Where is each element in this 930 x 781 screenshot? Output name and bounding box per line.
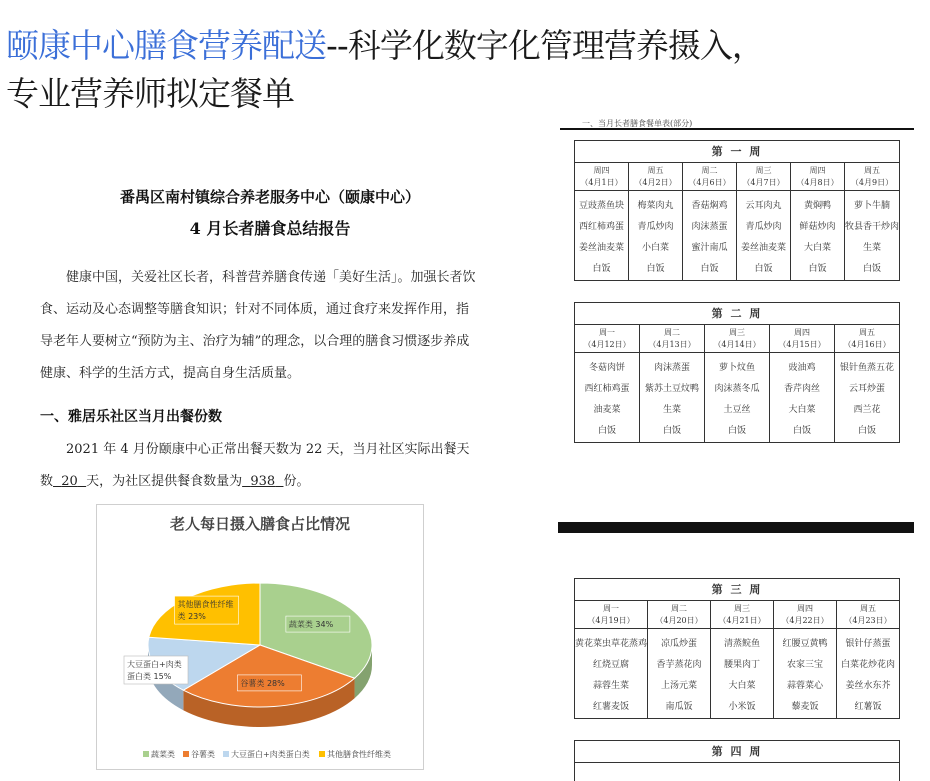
day-name: 周三 [755,166,772,175]
legend-swatch-2 [223,751,229,757]
dish-item: 紫苏土豆炆鸭 [644,384,699,394]
day-header [774,601,836,629]
day-name: 周三 [734,604,751,613]
day-header [705,325,769,353]
day-name: 周三 [729,328,745,337]
week-title: 第 一 周 [575,141,899,163]
section1-text-b: 天，为社区提供餐食数量为 [86,474,243,489]
legend-swatch-3 [319,751,325,757]
pie-label-text: 大豆蛋白+肉类 [127,660,182,669]
headline-part2: --科学化数字化管理营养摄入， [326,26,764,65]
dish-item: 红薯饭 [854,702,882,712]
dish-item: 红腰豆黄鸭 [782,639,828,649]
dish-item: 白饭 [863,264,882,274]
dish-item: 蒜蓉生菜 [593,681,630,691]
section1-count: 938 [250,474,276,489]
dish-item: 云耳肉丸 [745,201,782,211]
dish-item: 藜麦饭 [791,702,819,712]
dish-item: 蜜汁南瓜 [691,243,728,253]
dish-item: 蒜蓉菜心 [787,681,824,691]
day-column [705,325,770,442]
dish-item: 香菇焖鸡 [691,201,728,211]
day-date: （4月20日） [655,616,703,625]
week-table-2 [574,302,900,443]
day-column [575,325,640,442]
dish-item: 香芋蒸花肉 [656,660,702,670]
day-date: （4月2日） [634,178,677,187]
report-intro: 健康中国，关爱社区长者，科普营养膳食传递「美好生活」。加强长者饮食、运动及心态调整等膳食知识；针对不同体质，通过食疗来发挥作用，指导老年人要树立“预防为主、治疗为辅”的理念，以合理的膳食习惯逐步养成健康、科学的生活方式，提高自身生活质量。 [40,270,476,381]
day-name: 周五 [647,166,664,175]
dish-item: 豉油鸡 [788,363,816,373]
dish-item: 云耳炒蛋 [848,384,885,394]
legend-label-0: 蔬菜类 [151,750,175,759]
pie-label-0 [286,616,350,632]
day-date: （4月12日） [583,340,631,349]
day-column [845,163,899,280]
dish-item: 白饭 [727,426,746,436]
dish-item: 白菜花炒花肉 [841,660,896,670]
dish-item: 牧县香干炒肉 [845,222,900,232]
slide-headline [6,22,926,118]
day-date: （4月21日） [718,616,766,625]
page-divider [558,522,914,533]
pie-label-text: 谷薯类 28% [240,678,285,688]
dish-item: 姜丝油麦菜 [740,243,786,253]
legend-label-2: 大豆蛋白+肉类蛋白类 [231,750,310,759]
dish-item: 冬菇肉饼 [588,363,625,373]
dish-item: 豆豉蒸鱼块 [578,201,624,211]
section1-text-a: 2021 年 4 月份颐康中心正常出餐天数为 22 天，当月社区实际出餐天数 [40,442,470,489]
dish-item: 红薯麦饭 [593,702,630,712]
day-name: 周二 [701,166,718,175]
pie-chart [97,505,423,769]
week-table-3 [574,578,900,719]
dish-item: 白饭 [808,264,827,274]
day-header [845,163,899,191]
dish-item: 生菜 [863,243,882,253]
dish-item: 萝卜牛腩 [854,201,891,211]
pie-label-2 [124,656,188,684]
page-header-faint: 一、当月长者膳食餐单表(部分) [582,119,693,128]
report-title-line2: 4 月长者膳食总结报告 [189,219,351,238]
dish-item: 西兰花 [853,405,881,415]
dish-item: 银针鱼蒸五花 [839,363,894,373]
day-header [770,325,834,353]
dish-item: 南瓜饭 [665,702,693,712]
day-name: 周五 [859,328,875,337]
headline-line2: 专业营养师拟定餐单 [6,74,294,113]
week-title: 第 二 周 [575,303,899,325]
day-header [575,601,647,629]
pie-label-1 [237,675,301,691]
dish-item: 白饭 [857,426,876,436]
pie-label-text: 蔬菜类 34% [288,620,334,630]
day-name: 周四 [809,166,826,175]
week-title: 第 四 周 [575,741,899,763]
day-column [737,163,791,280]
legend-swatch-1 [183,751,189,757]
legend-label-3: 其他膳食性纤维类 [327,750,391,759]
dish-item: 肉沫蒸冬瓜 [714,384,760,394]
dish-item: 小米饭 [728,702,756,712]
dish-item: 农家三宝 [787,660,824,670]
day-name: 周五 [860,604,877,613]
legend-label-1: 谷薯类 [191,750,215,759]
dish-item: 西红柿鸡蛋 [578,222,624,232]
week-table-4 [574,740,900,781]
page-top-rule [560,128,914,130]
day-header [791,163,844,191]
dish-item: 红烧豆腐 [593,660,630,670]
dish-item: 黄花菜虫草花蒸鸡 [575,639,648,649]
dish-item: 白饭 [700,264,719,274]
pie-label-text: 类 23% [177,612,206,622]
day-column [629,163,683,280]
day-column [575,601,648,718]
dish-item: 白饭 [792,426,811,436]
dish-item: 香芹肉丝 [783,384,820,394]
day-header [835,325,899,353]
day-column [648,601,711,718]
day-name: 周一 [599,328,615,337]
dish-item: 大白菜 [803,243,831,253]
pie-label-text: 蛋白类 15% [127,672,172,681]
day-column [711,601,774,718]
pie-chart-card [96,504,424,770]
day-column [770,325,835,442]
dish-item: 上汤元菜 [661,681,698,691]
dish-item: 小白菜 [641,243,669,253]
day-date: （4月6日） [688,178,731,187]
day-name: 周四 [794,328,810,337]
dish-item: 西红柿鸡蛋 [584,384,630,394]
dish-item: 萝卜炆鱼 [718,363,755,373]
day-header [575,163,628,191]
day-column [683,163,737,280]
dish-item: 油麦菜 [593,405,621,415]
legend-swatch-0 [143,751,149,757]
day-header [640,325,704,353]
day-column [835,325,899,442]
section1-paragraph [40,434,478,498]
dish-item: 土豆丝 [723,405,751,415]
dish-item: 清蒸鲩鱼 [724,639,761,649]
dish-item: 白饭 [597,426,616,436]
day-date: （4月7日） [742,178,785,187]
day-date: （4月19日） [587,616,635,625]
day-date: （4月22日） [781,616,829,625]
day-name: 周一 [603,604,619,613]
day-header [575,325,639,353]
dish-item: 白饭 [592,264,611,274]
dish-item: 青瓜炒肉 [745,222,782,232]
day-header [648,601,710,629]
week-table-1 [574,140,900,281]
day-date: （4月16日） [843,340,891,349]
day-name: 周四 [593,166,610,175]
day-date: （4月8日） [796,178,839,187]
headline-part1: 颐康中心膳食营养配送 [6,26,326,65]
dish-item: 白饭 [662,426,681,436]
day-column [774,601,837,718]
day-column [791,163,845,280]
dish-item: 梅菜肉丸 [637,201,674,211]
day-header [737,163,790,191]
dish-item: 肉沫蒸蛋 [653,363,690,373]
day-name: 周二 [671,604,688,613]
day-name: 周二 [664,328,680,337]
day-name: 周四 [797,604,814,613]
day-name: 周五 [864,166,880,175]
chart-title: 老人每日摄入膳食占比情况 [169,515,350,533]
day-column [837,601,899,718]
dish-item: 肉沫蒸蛋 [691,222,728,232]
day-date: （4月9日） [850,178,894,187]
pie-label-text: 其他膳食性纤维 [177,600,234,610]
day-header [629,163,682,191]
dish-item: 白饭 [646,264,665,274]
day-date: （4月14日） [713,340,761,349]
week-title: 第 三 周 [575,579,899,601]
day-date: （4月1日） [580,178,623,187]
dish-item: 生菜 [662,405,681,415]
report-title-line1: 番禺区南村镇综合养老服务中心（颐康中心） [119,188,420,206]
dish-item: 凉瓜炒蛋 [661,639,698,649]
day-header [837,601,899,629]
section1-title: 一、雅居乐社区当月出餐份数 [40,409,222,425]
day-header [683,163,736,191]
day-date: （4月15日） [778,340,826,349]
dish-item: 银针仔蒸蛋 [845,639,891,649]
day-header [711,601,773,629]
day-column [640,325,705,442]
dish-item: 黄焖鸭 [803,201,831,211]
dish-item: 鲜菇炒肉 [799,222,836,232]
dish-item: 白饭 [754,264,773,274]
section1-days: 20 [61,474,78,489]
day-date: （4月23日） [844,616,892,625]
dish-item: 姜丝水东芥 [845,681,891,691]
day-column [575,163,629,280]
dish-item: 青瓜炒肉 [637,222,674,232]
pie-label-3 [175,596,239,624]
section1-text-c: 份。 [283,474,310,489]
dish-item: 大白菜 [728,681,756,691]
dish-item: 大白菜 [788,405,816,415]
dish-item: 姜丝油麦菜 [578,243,624,253]
dish-item: 腰果肉丁 [724,660,761,670]
day-date: （4月13日） [648,340,696,349]
